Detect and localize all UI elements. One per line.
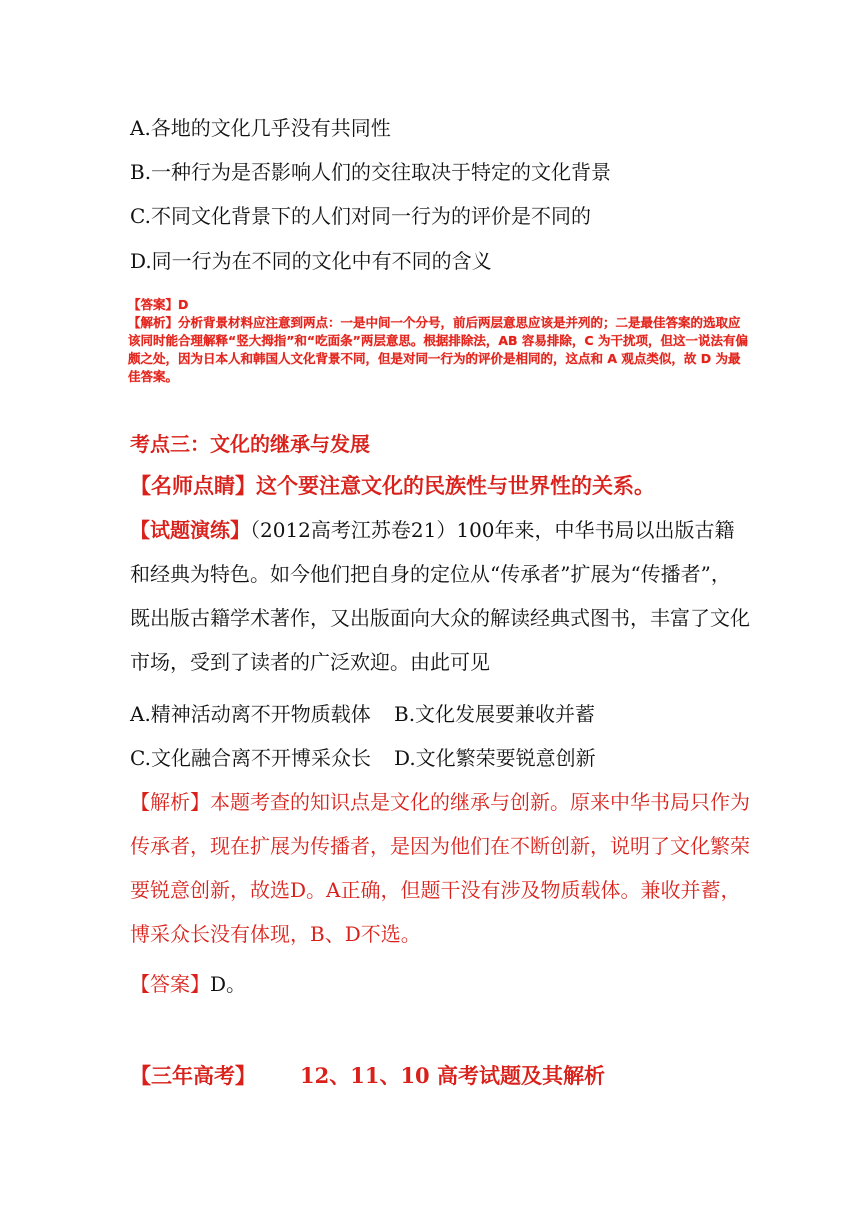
option-b: B.一种行为是否影响人们的交往取决于特定的文化背景: [130, 160, 612, 184]
option-c: C.不同文化背景下的人们对同一行为的评价是不同的: [130, 204, 591, 228]
options-row-2: [130, 744, 596, 772]
sannian-text: 12、11、10 高考试题及其解析: [300, 1063, 605, 1088]
mingshi-label: 【名师点睛】: [130, 473, 256, 498]
shiti-text: （2012高考江苏卷21）100年来，中华书局以出版古籍和经典为特色。如今他们把自身的定位从“传承者”扩展为“传播者”，既出版古籍学术著作，又出版面向大众的解读经典式图书，丰富了文化市场，受到了读者的广泛欢迎。由此可见: [130, 518, 750, 674]
mingshi-line: [130, 470, 655, 500]
option-d-mid: D.文化繁荣要锐意创新: [394, 746, 596, 770]
options-row-1: [130, 700, 595, 728]
daan-line: [130, 970, 246, 998]
jiexi-text: 本题考查的知识点是文化的继承与创新。原来中华书局只作为传承者，现在扩展为传播者，是因为他们在不断创新，说明了文化繁荣要锐意创新，故选D。A正确，但题干没有涉及物质载体。兼收并蓄，博采众长没有体现，B、D不选。: [130, 790, 750, 946]
option-b-mid: B.文化发展要兼收并蓄: [394, 702, 596, 726]
answer-box-analysis: 【解析】分析背景材料应注意到两点：一是中间一个分号，前后两层意思应该是并列的；二是最佳答案的选取应该同时能合理解释“竖大拇指”和“吃面条”两层意思。根据排除法，AB 容易排除，C 为干扰项，但这一说法有偏颇之处，因为日本人和韩国人文化背景不同，但是对同一行为的评价是相同的，这点和 A 观点类似，故 D 为最佳答案。: [128, 315, 748, 384]
answer-box-image: [128, 296, 748, 386]
sannian-label: 【三年高考】: [130, 1063, 256, 1088]
option-c-mid: C.文化融合离不开博采众长: [130, 746, 371, 770]
jiexi-label: 【解析】: [130, 790, 210, 814]
daan-text: D。: [210, 972, 247, 996]
answer-box-answer: 【答案】D: [128, 297, 189, 312]
option-a: A.各地的文化几乎没有共同性: [130, 116, 391, 140]
shiti-label: 【试题演练】: [130, 518, 250, 542]
mingshi-text: 这个要注意文化的民族性与世界性的关系。: [256, 473, 655, 498]
jiexi-paragraph: [130, 780, 750, 956]
daan-label: 【答案】: [130, 972, 210, 996]
shiti-paragraph: [130, 508, 750, 684]
option-a-mid: A.精神活动离不开物质载体: [130, 702, 371, 726]
kaodian-heading: 考点三：文化的继承与发展: [130, 432, 370, 456]
sannian-line: [130, 1060, 605, 1090]
option-d: D.同一行为在不同的文化中有不同的含义: [130, 249, 492, 273]
